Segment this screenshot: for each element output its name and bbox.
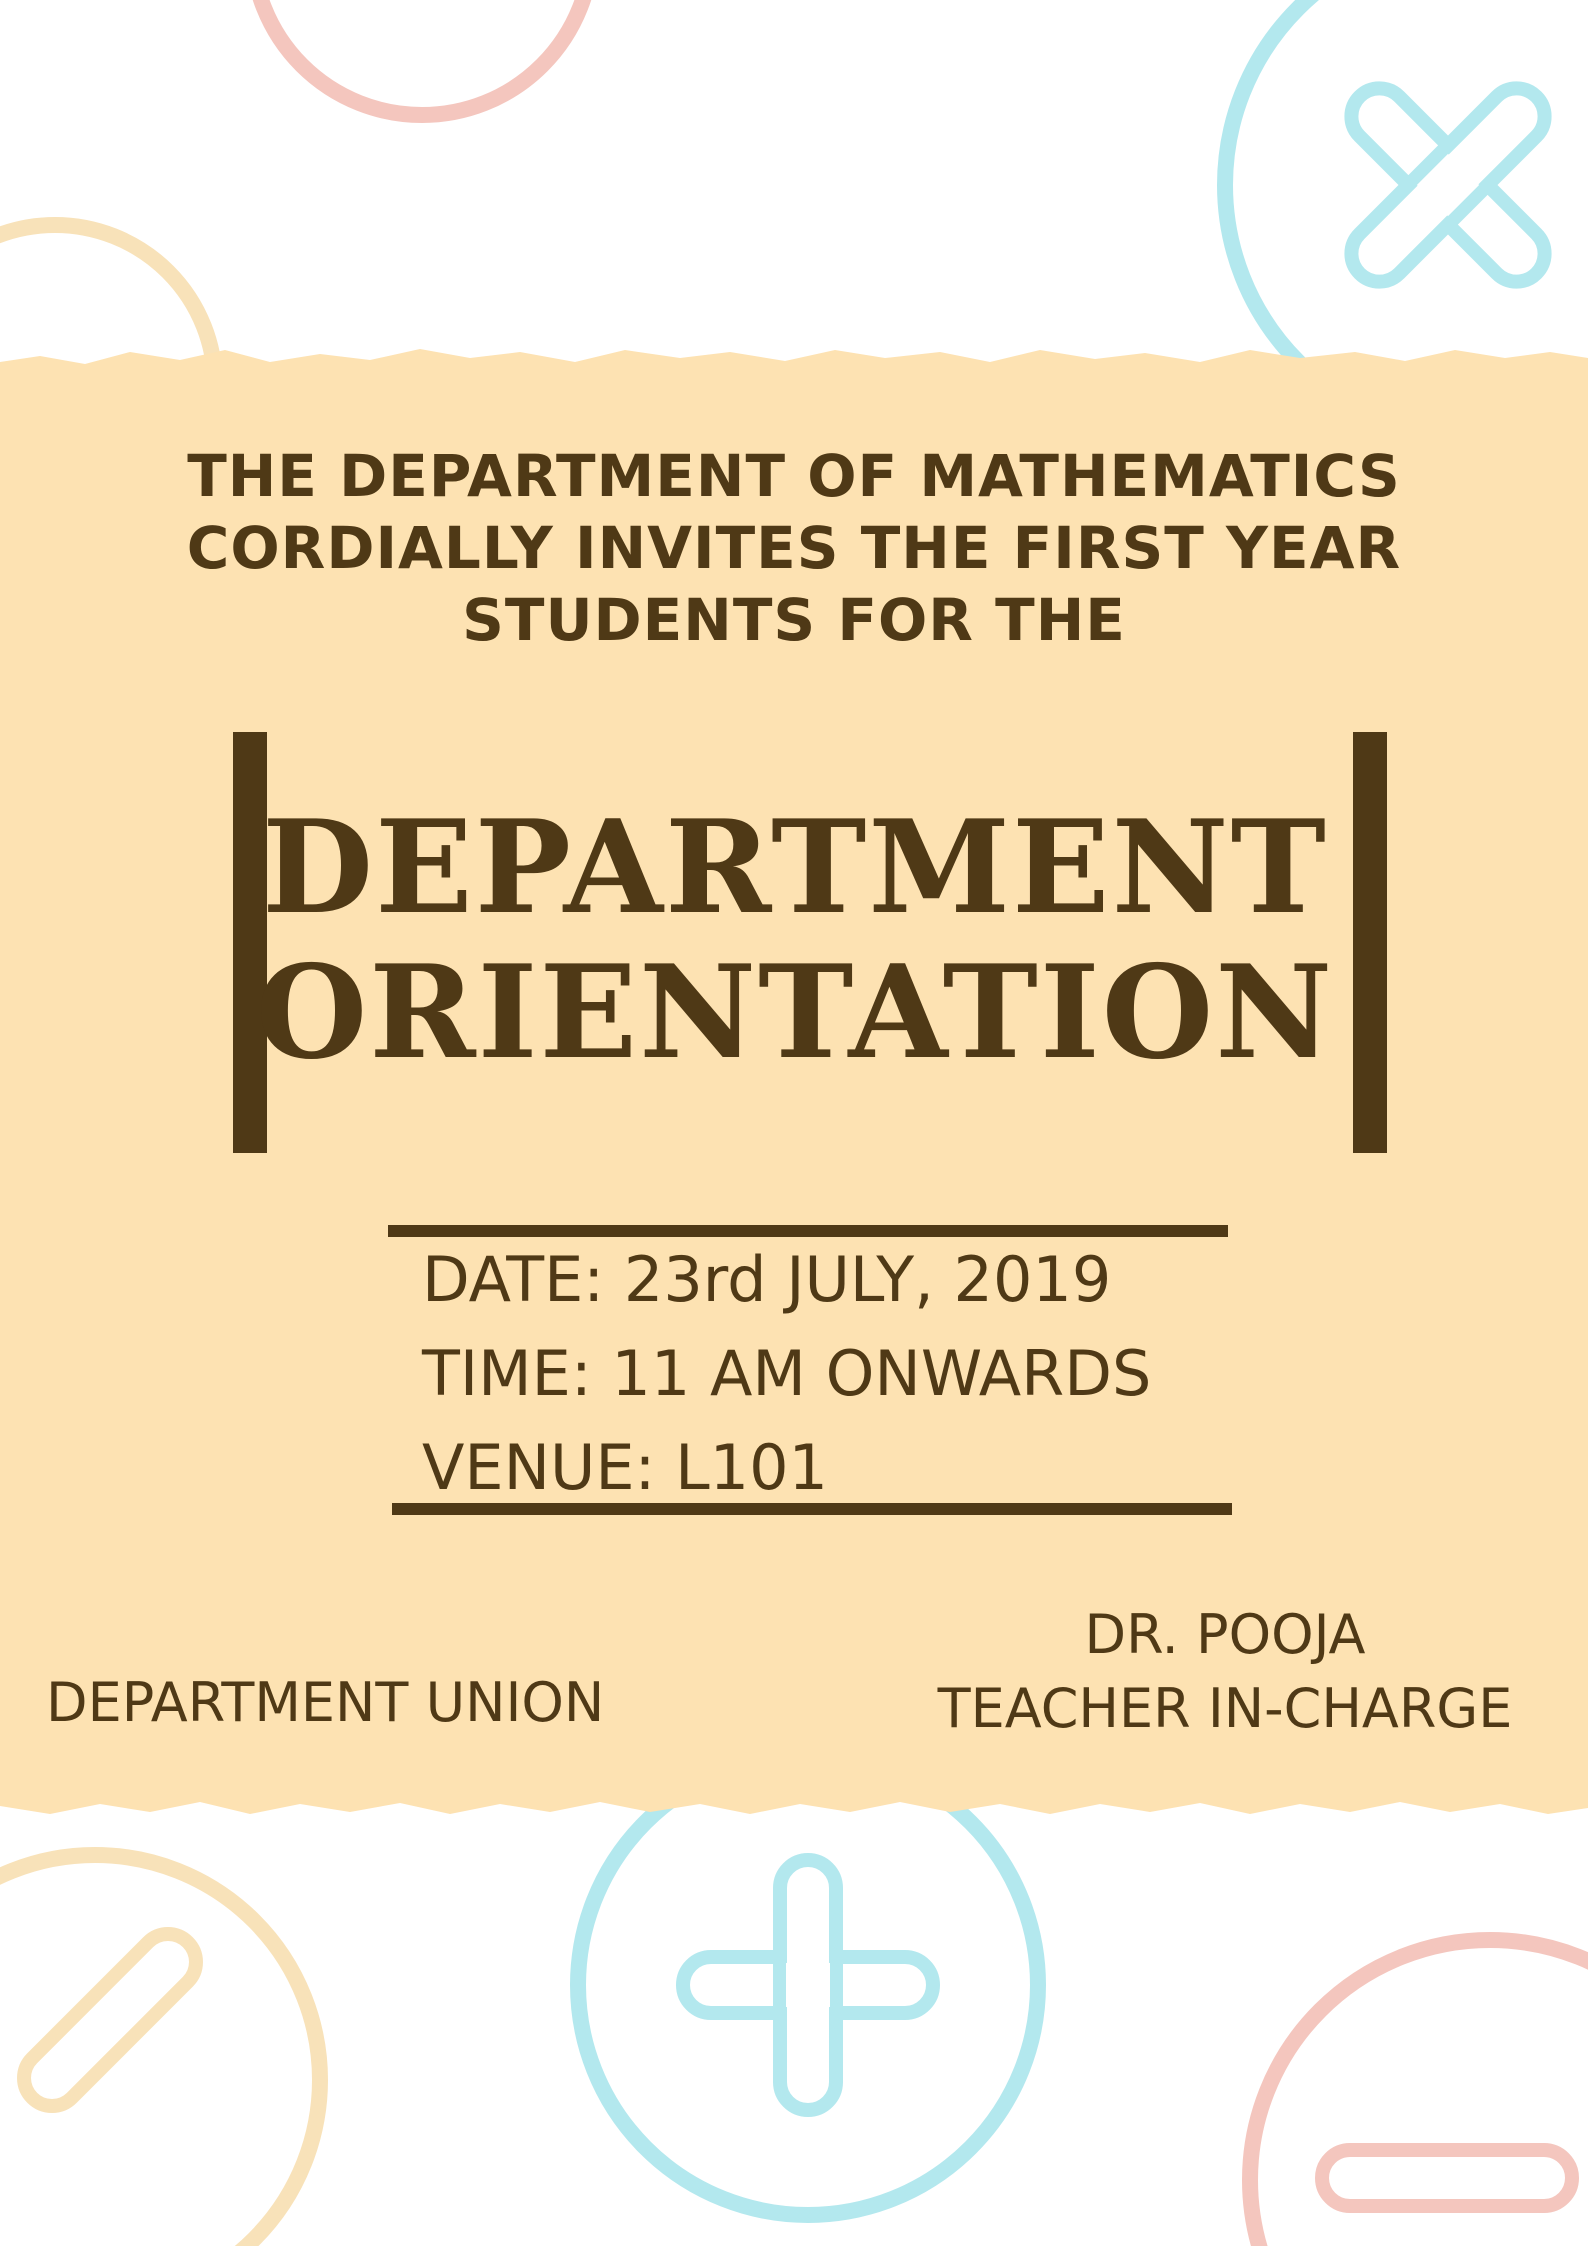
title-line-orientation: ORIENTATION (255, 938, 1335, 1088)
event-details (422, 1233, 1182, 1515)
event-time: TIME: 11 AM ONWARDS (422, 1337, 1152, 1410)
intro-line: THE DEPARTMENT OF MATHEMATICS (187, 442, 1401, 510)
divide-icon (12, 1922, 207, 2117)
intro-line: CORDIALLY INVITES THE FIRST YEAR (186, 514, 1402, 582)
signatory-name: DR. POOJA (1084, 1603, 1366, 1666)
event-venue: VENUE: L101 (422, 1431, 828, 1504)
plus-icon (683, 1860, 933, 2110)
pink-circle-top (252, 0, 592, 115)
signatory (890, 1598, 1560, 1746)
signatory-role: TEACHER IN-CHARGE (937, 1677, 1513, 1740)
minus-icon (1322, 2150, 1572, 2206)
organizer-name: DEPARTMENT UNION (46, 1671, 605, 1734)
intro-line: STUDENTS FOR THE (462, 586, 1126, 654)
multiply-icon (1271, 8, 1588, 362)
event-date: DATE: 23rd JULY, 2019 (422, 1243, 1112, 1316)
title-line-department: DEPARTMENT (262, 793, 1328, 943)
intro-text (0, 440, 1588, 656)
